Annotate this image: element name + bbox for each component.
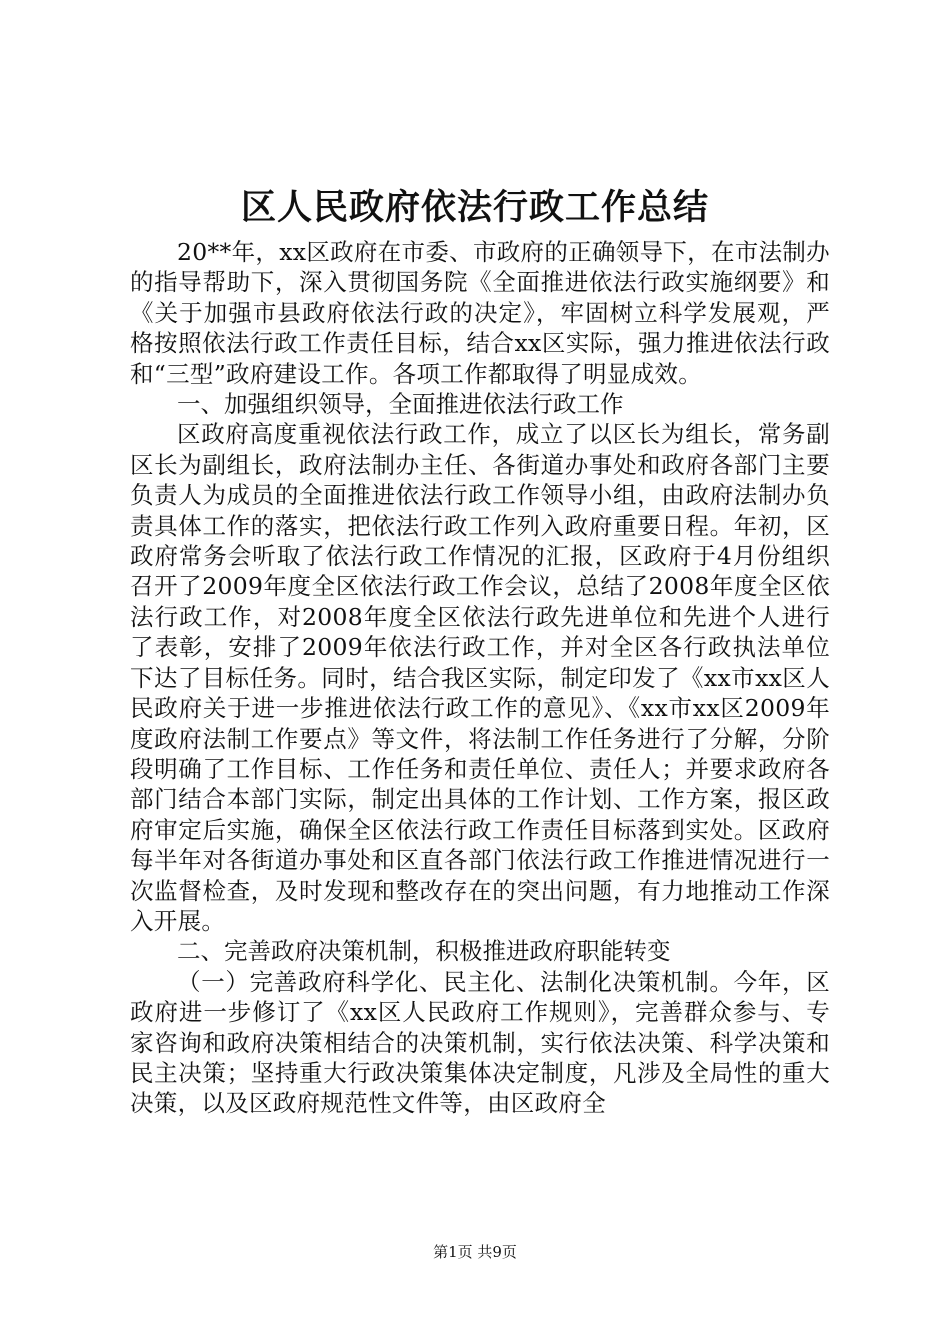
section-heading-1: 一、加强组织领导，全面推进依法行政工作 (177, 390, 624, 419)
section-1-paragraph: 区政府高度重视依法行政工作，成立了以区长为组长，常务副区长为副组长，政府法制办主任、各街道办事处和政府各部门主要负责人为成员的全面推进依法行政工作领导小组，由政府法制办负责具体工作的落实，把依法行政工作列入政府重要日程。年初，区政府常务会听取了依法行政工作情况的汇报，区政府于4月份组织召开了2009年度全区依法行政工作会议，总结了2008年度全区依法行政工作，对2008年度全区依法行政先进单位和先进个人进行了表彰，安排了2009年依法行政工作，并对全区各行政执法单位下达了目标任务。同时，结合我区实际，制定印发了《xx市xx区人民政府关于进一步推进依法行政工作的意见》、《xx市xx区2009年度政府法制工作要点》等文件，将法制工作任务进行了分解，分阶段明确了工作目标、工作任务和责任单位、责任人；并要求政府各部门结合本部门实际，制定出具体的工作计划、工作方案，报区政府审定后实施，确保全区依法行政工作责任目标落到实处。区政府每半年对各街道办事处和区直各部门依法行政工作推进情况进行一次监督检查，及时发现和整改存在的突出问题，有力地推动工作深入开展。 (130, 420, 830, 935)
page-footer: 第1页 共9页 (433, 1243, 517, 1261)
document-title: 区人民政府依法行政工作总结 (240, 187, 709, 228)
intro-paragraph: 20**年，xx区政府在市委、市政府的正确领导下，在市法制办的指导帮助下，深入贯彻国务院《全面推进依法行政实施纲要》和《关于加强市县政府依法行政的决定》，牢固树立科学发展观，严格按照依法行政工作责任目标，结合xx区实际，强力推进依法行政和“三型”政府建设工作。各项工作都取得了明显成效。 (130, 238, 830, 388)
section-heading-2: 二、完善政府决策机制，积极推进政府职能转变 (177, 937, 671, 966)
document-body (130, 237, 830, 1119)
section-2-paragraph: （一）完善政府科学化、民主化、法制化决策机制。今年，区政府进一步修订了《xx区人民政府工作规则》，完善群众参与、专家咨询和政府决策相结合的决策机制，实行依法决策、科学决策和民主决策；坚持重大行政决策集体决定制度，凡涉及全局性的重大决策，以及区政府规范性文件等，由区政府全 (130, 967, 830, 1118)
